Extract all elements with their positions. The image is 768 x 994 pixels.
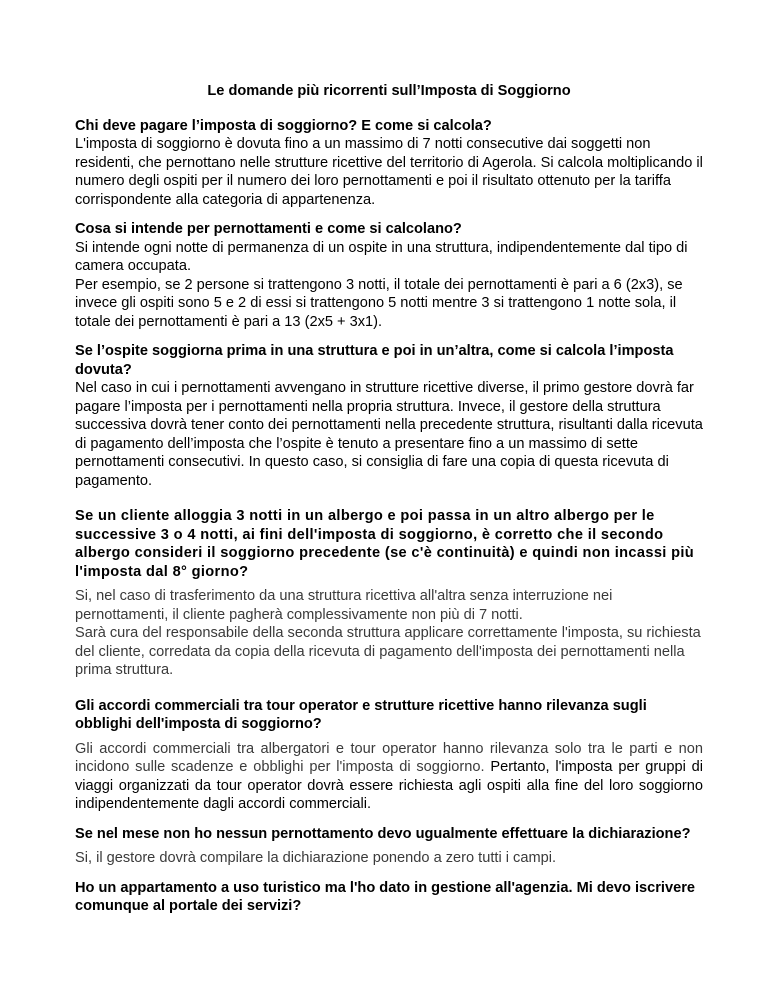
- faq-answer: Nel caso in cui i pernottamenti avvengano in strutture ricettive diverse, il primo gestore dovrà far pagare l’imposta per i pernottamenti nella propria struttura. Invece, il gestore della struttura successiva dovrà tener conto dei pernottamenti nella precedente struttura, risultanti dalla ricevuta di pagamento dell’imposta che l’ospite è tenuto a presentare fino a un massimo di sette pernottamenti consecutivi. In questo caso, si consiglia di fare una copia di questa ricevuta di pagamento.: [75, 380, 703, 489]
- faq-item-4: [75, 507, 703, 680]
- faq-answer: Si, nel caso di trasferimento da una struttura ricettiva all'altra senza interruzione nei pernottamenti, il cliente pagherà complessivamente non più di 7 notti.: [75, 588, 613, 623]
- faq-question: Cosa si intende per pernottamenti e come si calcolano?: [75, 221, 462, 237]
- faq-item-6: [75, 825, 703, 868]
- faq-answer: L'imposta di soggiorno è dovuta fino a un massimo di 7 notti consecutive dai soggetti non residenti, che pernottano nelle strutture ricettive del territorio di Agerola. Si calcola moltiplicando il numero degli ospiti per il numero dei loro pernottamenti e poi il risultato ottenuto per la tariffa corrispondente alla categoria di appartenenza.: [75, 136, 703, 208]
- faq-item-3: [75, 342, 703, 490]
- document-title: Le domande più ricorrenti sull’Imposta di Soggiorno: [207, 83, 571, 99]
- faq-question: Se l’ospite soggiorna prima in una struttura e poi in un’altra, come si calcola l’imposta dovuta?: [75, 343, 674, 378]
- faq-item-2: [75, 220, 703, 331]
- faq-question: Se un cliente alloggia 3 notti in un albergo e poi passa in un altro albergo per le successive 3 o 4 notti, ai fini dell'imposta di soggiorno, è corretto che il secondo albergo consideri il soggiorno precedente (se c'è continuità) e quindi non incassi più l'imposta dal 8° giorno?: [75, 508, 695, 580]
- faq-answer: Si intende ogni notte di permanenza di un ospite in una struttura, indipendentemente dal tipo di camera occupata.: [75, 239, 688, 274]
- faq-question: Chi deve pagare l’imposta di soggiorno? E come si calcola?: [75, 117, 492, 134]
- faq-answer: [75, 740, 703, 814]
- faq-item-5: [75, 697, 703, 814]
- faq-question: Ho un appartamento a uso turistico ma l'ho dato in gestione all'agenzia. Mi devo iscrivere comunque al portale dei servizi?: [75, 879, 696, 914]
- faq-answer: Per esempio, se 2 persone si trattengono 3 notti, il totale dei pernottamenti è pari a 6 (2x3), se invece gli ospiti sono 5 e 2 di essi si trattengono 5 notti mentre 3 si trattengono 1 notte sola, il totale dei pernottamenti è pari a 13 (2x5 + 3x1).: [75, 276, 683, 330]
- faq-answer-part: Gli accordi commerciali tra albergatori e tour operator hanno rilevanza solo tra le parti e non incidono sulle scadenze e obblighi per l'imposta di soggiorno.: [75, 740, 703, 775]
- document-page: [75, 82, 703, 927]
- faq-item-1: [75, 117, 703, 210]
- faq-answer: Si, il gestore dovrà compilare la dichiarazione ponendo a zero tutti i campi.: [75, 850, 557, 866]
- faq-question: Se nel mese non ho nessun pernottamento devo ugualmente effettuare la dichiarazione?: [75, 825, 691, 842]
- faq-item-7: [75, 879, 703, 916]
- faq-answer: Sarà cura del responsabile della seconda struttura applicare correttamente l'imposta, su richiesta del cliente, corredata da copia della ricevuta di pagamento dell'imposta dei pernottamenti nella prima struttura.: [75, 625, 701, 678]
- faq-question: Gli accordi commerciali tra tour operator e strutture ricettive hanno rilevanza sugli obblighi dell'imposta di soggiorno?: [75, 697, 647, 732]
- faq-answer-part: Pertanto, l'imposta per gruppi di viaggi organizzati da tour operator dovrà essere richiesta agli ospiti alla fine del loro soggiorno indipendentemente dagli accordi commerciali.: [75, 759, 703, 812]
